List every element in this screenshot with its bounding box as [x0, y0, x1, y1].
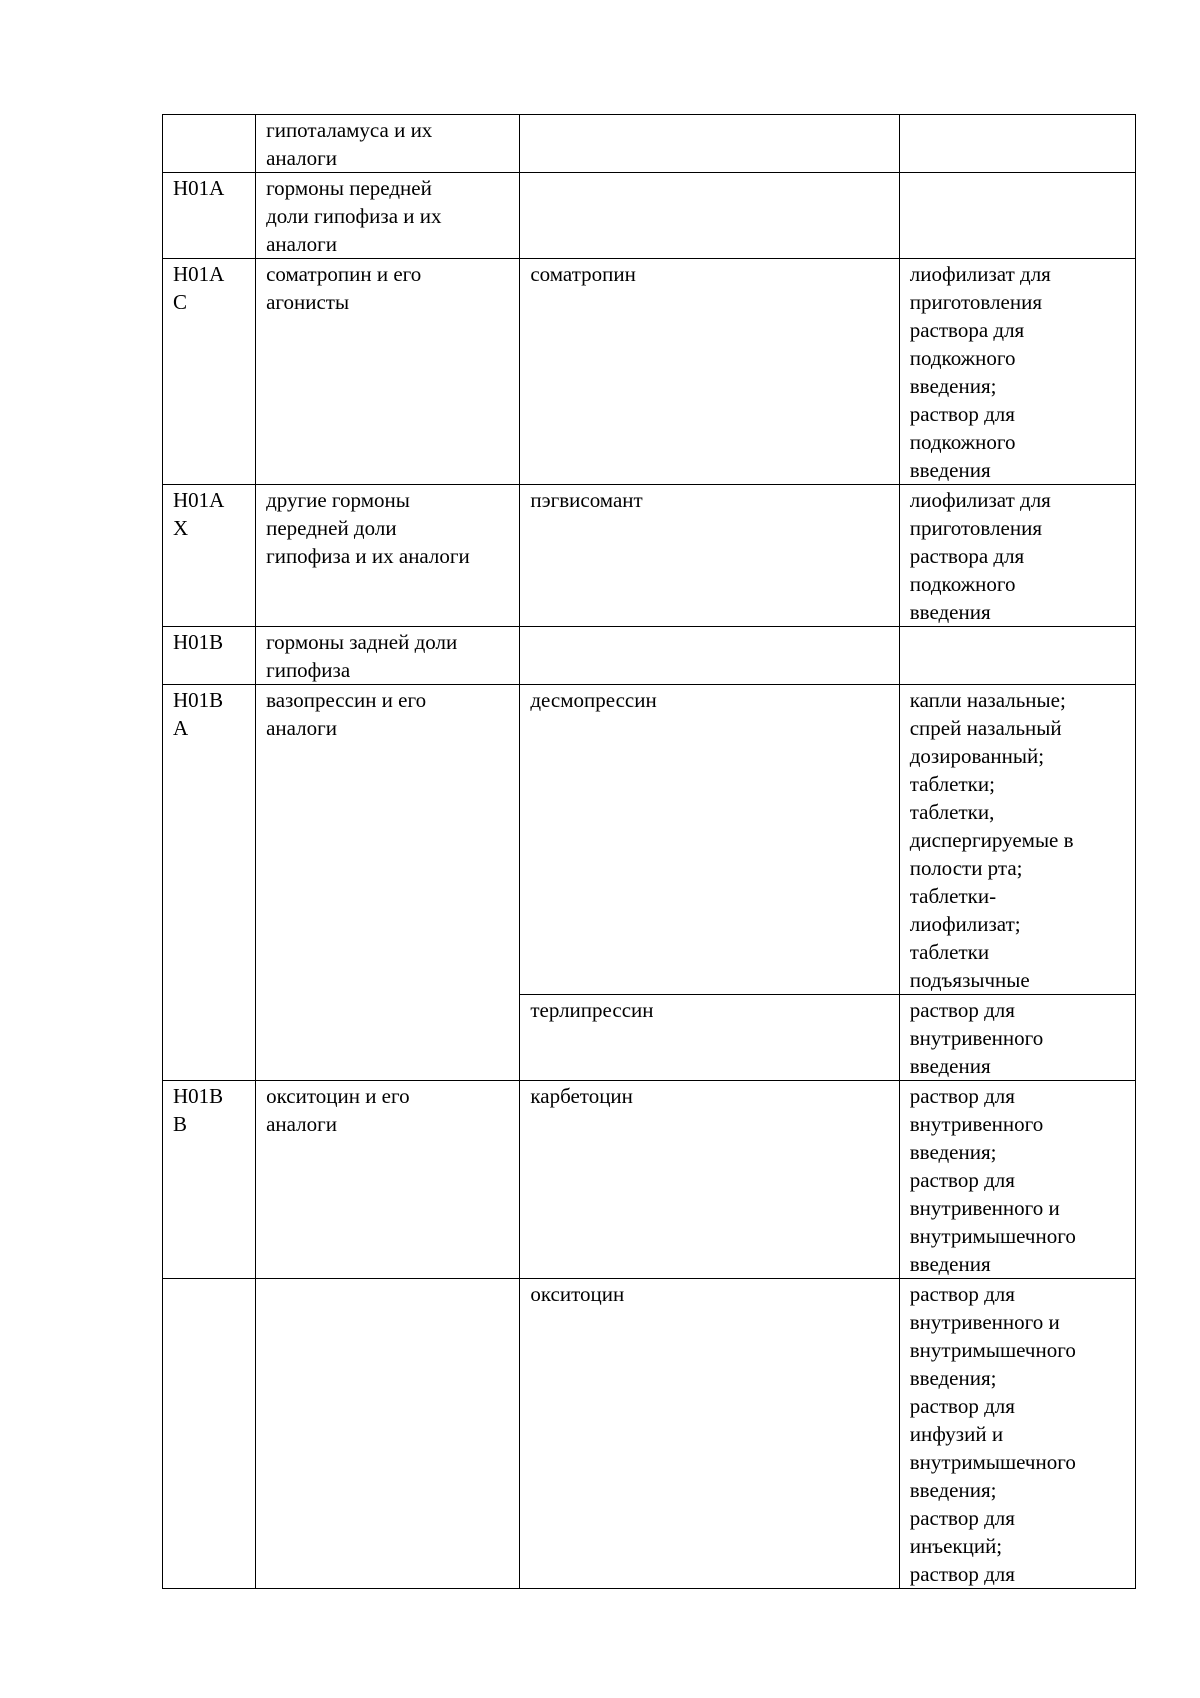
- drug-classification-table: [162, 114, 1136, 1589]
- drug-name-cell: соматропин: [520, 259, 899, 485]
- drug-name-cell: [520, 173, 899, 259]
- table-row: [163, 1081, 1136, 1279]
- group-name-cell: вазопрессин и его аналоги: [256, 685, 520, 1081]
- table-row: [163, 115, 1136, 173]
- group-name-cell: [256, 1279, 520, 1589]
- dosage-form-cell: раствор для внутривенного введения: [899, 995, 1135, 1081]
- atc-code-cell: H01B A: [163, 685, 256, 1081]
- dosage-form-cell: лиофилизат для приготовления раствора для подкожного введения: [899, 485, 1135, 627]
- atc-code-cell: H01B: [163, 627, 256, 685]
- dosage-form-cell: [899, 627, 1135, 685]
- atc-code-cell: H01B B: [163, 1081, 256, 1279]
- table-row: [163, 173, 1136, 259]
- atc-code-cell: H01A: [163, 173, 256, 259]
- table-row: [163, 485, 1136, 627]
- atc-code-cell: H01A X: [163, 485, 256, 627]
- dosage-form-cell: раствор для внутривенного введения; раствор для внутривенного и внутримышечного введения: [899, 1081, 1135, 1279]
- group-name-cell: другие гормоны передней доли гипофиза и их аналоги: [256, 485, 520, 627]
- drug-name-cell: окситоцин: [520, 1279, 899, 1589]
- group-name-cell: гормоны передней доли гипофиза и их аналоги: [256, 173, 520, 259]
- group-name-cell: гормоны задней доли гипофиза: [256, 627, 520, 685]
- atc-code-cell: [163, 1279, 256, 1589]
- atc-code-cell: [163, 115, 256, 173]
- table-row: [163, 685, 1136, 995]
- drug-name-cell: терлипрессин: [520, 995, 899, 1081]
- dosage-form-cell: капли назальные; спрей назальный дозированный; таблетки; таблетки, диспергируемые в полости рта; таблетки- лиофилизат; таблетки подъязычные: [899, 685, 1135, 995]
- atc-code-cell: H01A C: [163, 259, 256, 485]
- drug-name-cell: карбетоцин: [520, 1081, 899, 1279]
- group-name-cell: соматропин и его агонисты: [256, 259, 520, 485]
- group-name-cell: гипоталамуса и их аналоги: [256, 115, 520, 173]
- drug-name-cell: десмопрессин: [520, 685, 899, 995]
- table-row: [163, 627, 1136, 685]
- group-name-cell: окситоцин и его аналоги: [256, 1081, 520, 1279]
- dosage-form-cell: [899, 115, 1135, 173]
- drug-name-cell: пэгвисомант: [520, 485, 899, 627]
- table-row: [163, 1279, 1136, 1589]
- drug-name-cell: [520, 627, 899, 685]
- dosage-form-cell: [899, 173, 1135, 259]
- dosage-form-cell: лиофилизат для приготовления раствора для подкожного введения; раствор для подкожного введения: [899, 259, 1135, 485]
- drug-name-cell: [520, 115, 899, 173]
- dosage-form-cell: раствор для внутривенного и внутримышечного введения; раствор для инфузий и внутримышечного введения; раствор для инъекций; раствор для: [899, 1279, 1135, 1589]
- table-row: [163, 259, 1136, 485]
